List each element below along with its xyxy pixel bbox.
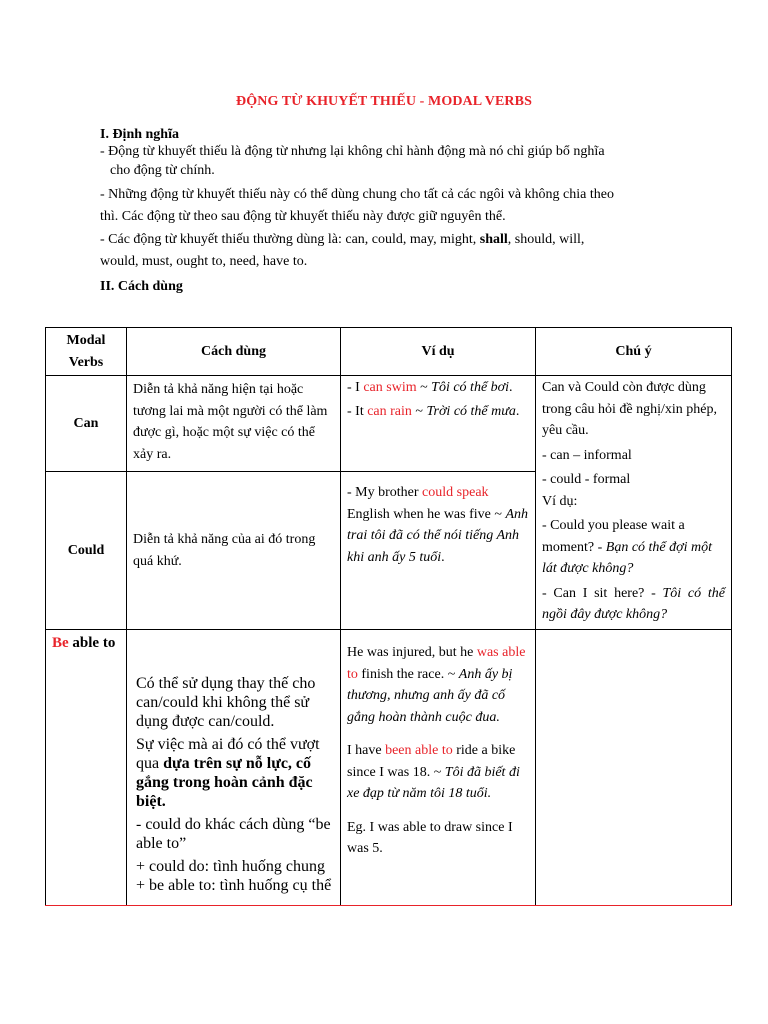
beable-ex-2a: I have [347, 743, 386, 758]
definition-text-1a: - Động từ khuyết thiếu là động từ nhưng lại không chỉ hành động mà nó chỉ giúp bổ nghĩa [100, 144, 605, 159]
example-can: - I can swim ~ Tôi có thể bơi. - It can rain ~ Trời có thể mưa. [341, 376, 536, 472]
beable-usage-3: - could do khác cách dùng “be able to” [136, 816, 331, 852]
beable-ex-3: Eg. I was able to draw since I was 5. [347, 819, 513, 856]
header-modal-b: Verbs [68, 354, 104, 370]
definition-line-2 [100, 184, 670, 227]
beable-ex-2-red: been able to [385, 743, 453, 758]
ex-could-mid: English when he was five ~ [347, 506, 506, 522]
modal-able-to: able to [68, 635, 116, 651]
page-title: ĐỘNG TỪ KHUYẾT THIẾU - MODAL VERBS [236, 94, 532, 109]
modal-can: Can [46, 376, 127, 472]
beable-ex-1-it: Anh ấy bị thương, nhưng anh ấy đã cố gắng hoàn thành cuộc đua. [347, 666, 513, 725]
definition-text-3d: would, must, ought to, need, have to. [100, 253, 308, 269]
modal-be-able-to [46, 630, 127, 906]
usage-heading: II. Cách dùng [100, 279, 183, 294]
note-p4: Ví dụ: [542, 493, 578, 509]
note-p5-it: Bạn có thể đợi một lát được không? [542, 539, 712, 576]
ex-can-1-mid: ~ [416, 380, 432, 395]
note-p3: - could - formal [542, 472, 631, 487]
definition-text-2a: - Những động từ khuyết thiếu này có thể dùng chung cho tất cả các ngôi và không chia theo [100, 187, 614, 202]
definition-text-3c: , should, will, [507, 232, 585, 247]
beable-ex-2-it: Tôi đã biết đi xe đạp từ năm tôi 18 tuổi. [347, 764, 520, 801]
beable-usage-2a: Sự việc mà ai đó có thể vượt qua [136, 736, 320, 772]
definition-line-1 [100, 142, 670, 180]
ex-can-2-red: can rain [367, 403, 412, 419]
note-can-could [536, 376, 732, 630]
modal-verbs-table [45, 327, 732, 906]
note-p5a: - Could you please wait a moment? - [542, 518, 685, 555]
definition-line-3 [100, 229, 670, 272]
ex-can-2-pre: - It [347, 403, 368, 419]
note-p2: - can – informal [542, 447, 632, 463]
table-row-can [46, 376, 732, 472]
usage-be-able-to [127, 630, 341, 906]
beable-usage-2b: dựa trên sự nỗ lực, cố gắng trong hoàn cảnh đặc biệt. [136, 755, 313, 810]
beable-ex-1a: He was injured, but he [347, 645, 477, 660]
ex-can-1-red: can swim [363, 380, 417, 395]
ex-could-pre: - My brother [347, 485, 423, 500]
ex-can-1-pre: - I [347, 380, 364, 395]
table-header-row [46, 328, 732, 376]
usage-can: Diễn tả khả năng hiện tại hoặc tương lai mà một người có thể làm được gì, hoặc một sự việc có thể xảy ra. [127, 376, 341, 472]
beable-ex-1b: finish the race. ~ [357, 666, 459, 682]
header-modal-a: Modal [66, 333, 106, 348]
note-p1: Can và Could còn được dùng trong câu hỏi đề nghị/xin phép, yêu cầu. [542, 380, 717, 438]
header-example: Ví dụ [341, 328, 536, 376]
beable-usage-4: + could do: tình huống chung [136, 858, 326, 875]
definition-heading: I. Định nghĩa [100, 127, 179, 142]
modal-could: Could [46, 472, 127, 630]
definition-text-2b: thì. Các động từ theo sau động từ khuyết thiếu này được giữ nguyên thể. [100, 208, 506, 224]
header-note: Chú ý [536, 328, 732, 376]
beable-ex-1-red: was able to [347, 645, 526, 682]
table-row-be-able-to [46, 630, 732, 906]
definition-text-1b: cho động từ chính. [110, 163, 215, 178]
beable-usage-1: Có thể sử dụng thay thế cho can/could khi không thể sử dụng được can/could. [136, 675, 316, 730]
header-modal-verbs [46, 328, 127, 376]
ex-can-2-it: Trời có thể mưa [426, 403, 516, 419]
beable-ex-2b: ride a bike since I was 18. ~ [347, 743, 516, 780]
beable-usage-5: + be able to: tình huống cụ thể [136, 877, 332, 894]
header-usage: Cách dùng [127, 328, 341, 376]
note-p6-it: Tôi có thể ngồi đây được không? [542, 585, 725, 622]
example-be-able-to [341, 630, 536, 906]
definition-text-3-bold: shall [479, 232, 508, 247]
note-be-able-to [536, 630, 732, 906]
ex-can-1-it: Tôi có thể bơi [431, 380, 510, 395]
definition-text-3a: - Các động từ khuyết thiếu thường dùng là: can, could, may, might, [100, 232, 480, 247]
usage-could: Diễn tả khả năng của ai đó trong quá khứ. [127, 472, 341, 630]
example-could: - My brother could speak English when he was five ~ Anh trai tôi đã có thể nói tiếng Anh khi anh ấy 5 tuổi. [341, 472, 536, 630]
ex-could-red: could speak [422, 485, 489, 500]
ex-could-it: Anh trai tôi đã có thể nói tiếng Anh khi anh ấy 5 tuổi [347, 506, 528, 565]
note-p6a: - Can I sit here? - [542, 585, 663, 601]
ex-can-2-mid: ~ [411, 403, 427, 419]
modal-be-red: Be [52, 635, 69, 651]
